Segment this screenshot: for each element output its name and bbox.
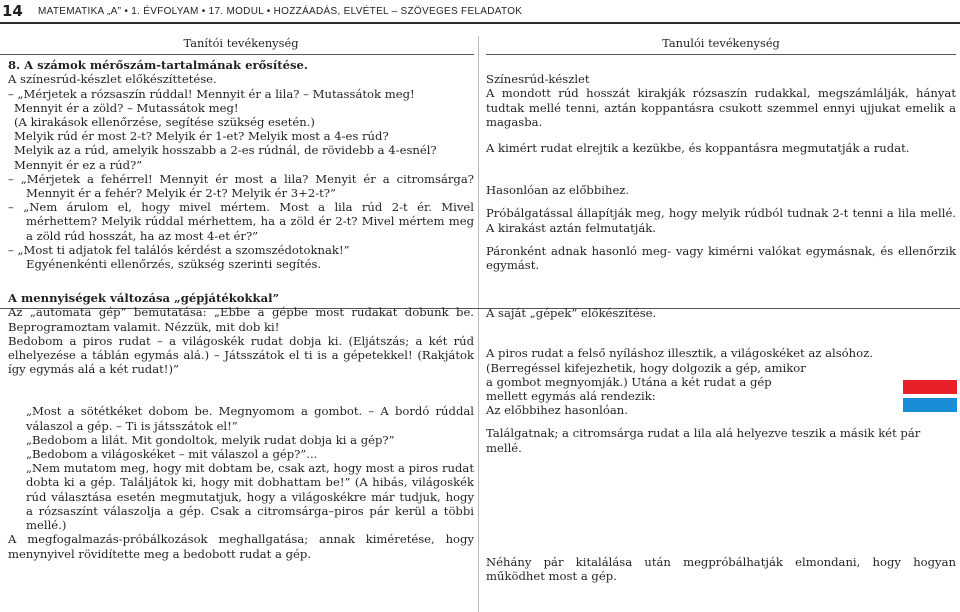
paragraph: – „Nem árulom el, hogy mivel mértem. Most a lila rúd 2-t ér. Mivel mérhettem? Melyik rúddal mérhettem, ha a zöld ér 2-t? Mivel mértem meg a zöld rúd hosszát, ha az most 4-et ér?” [8,200,474,243]
paragraph: Egyénenkénti ellenőrzés, szükség szerinti segítés. [26,257,322,272]
student-activity-heading: Tanulói tevékenység [486,36,956,55]
section-title: A mennyiségek változása „gépjátékokkal” [8,291,280,306]
paragraph: Mennyit ér ez a rúd?” [14,157,143,172]
paragraph: Próbálgatással állapítják meg, hogy melyik rúdból tudnak 2-t tenni a lila mellé. A kirakást aztán felmutatják. [486,206,956,235]
running-head-text: MATEMATIKA „A” • 1. ÉVFOLYAM • 17. MODUL • HOZZÁADÁS, ELVÉTEL – SZÖVEGES FELADATOK [38,5,523,17]
paragraph: Bedobom a piros rudat – a világoskék rudat dobja ki. (Eljátszás; a két rúd elhelyezése a táblán egymás alá.) – Játsszátok el ti is a gépetekkel! (Rakjátok így egymás alá a két rudat!)” [8,333,474,377]
paragraph: (A kirakások ellenőrzése, segítése szükség esetén.) [14,115,315,130]
paragraph: Melyik az a rúd, amelyik hosszabb a 2-es rúdnál, de rövidebb a 4-esnél? [14,143,437,158]
paragraph: Néhány pár kitalálása után megpróbálhatják elmondani, hogy hogyan működhet most a gép. [486,554,956,584]
paragraph: Találgatnak; a citromsárga rudat a lila alá helyezve teszik a másik két pár mellé. [486,426,921,455]
paragraph: Mennyit ér a zöld? – Mutassátok meg! [14,100,239,115]
column-divider [478,36,479,612]
paragraph: A saját „gépek” előkészítése. [486,306,657,321]
paragraph: A kimért rudat elrejtik a kezükbe, és koppantásra megmutatják a rudat. [486,141,910,156]
rod-pair-illustration [903,380,957,426]
paragraph: Az előbbihez hasonlóan. [486,403,628,418]
paragraph: „Most a sötétkéket dobom be. Megnyomom a gombot. – A bordó rúddal válaszol a gép. – Ti is játsszátok el!” [26,404,474,433]
teacher-activity-column [8,36,474,561]
paragraph: (Berregéssel kifejezhetik, hogy dolgozik a gép, amikor a gombot megnyomják.) Utána a két rudat a gép mellett egymás alá rendezik: [486,360,806,404]
paragraph: – „Mérjetek a fehérrel! Mennyit ér most a lila? Menyit ér a citromsárga? Mennyit ér a fehér? Melyik ér 2-t? Melyik ér 3+2-t?” [8,171,474,201]
red-rod [903,380,957,394]
paragraph: „Bedobom a lilát. Mit gondoltok, melyik rudat dobja ki a gép?” [26,432,395,447]
page-number: 14 [0,0,32,22]
paragraph: – „Most ti adjatok fel találós kérdést a szomszédotoknak!” [8,242,350,257]
paragraph: „Nem mutatom meg, hogy mit dobtam be, csak azt, hogy most a piros rudat dobta ki a gép. Találjátok ki, hogy mit dobhattam be!” (A hibás, világoskék rúd választása esetén megmutatjuk, hogy a világoskékre már tudjuk, hogy a rózsaszínt válaszolja a gép. Csak a citromsárga–piros pár kerül a többi mellé.) [26,461,474,533]
teacher-activity-heading: Tanítói tevékenység [0,36,474,55]
paragraph: – „Mérjetek a rózsaszín rúddal! Mennyit ér a lila? – Mutassátok meg! [8,86,415,101]
section-title: 8. A számok mérőszám-tartalmának erősítése. [8,58,308,73]
paragraph: Az „automata gép” bemutatása: „Ebbe a gépbe most rudakat dobunk be. Beprogramoztam valamit. Nézzük, mit dob ki! [8,305,474,334]
paragraph: A megfogalmazás-próbálkozások meghallgatása; annak kiméretése, hogy menynyivel rövidítette meg a bedobott rudat a gép. [8,532,474,561]
student-activity-column [486,36,956,583]
paragraph: A színesrúd-készlet előkészíttetése. [8,72,217,87]
paragraph: Melyik rúd ér most 2-t? Melyik ér 1-et? Melyik most a 4-es rúd? [14,129,389,144]
running-header [0,0,960,24]
paragraph: A piros rudat a felső nyíláshoz illesztik, a világoskéket az alsóhoz. [486,346,873,361]
paragraph: Színesrúd-készlet [486,72,590,87]
paragraph: Páronként adnak hasonló meg- vagy kimérni valókat egymásnak, és ellenőrzik egymást. [486,243,956,273]
paragraph: Hasonlóan az előbbihez. [486,183,630,198]
light-blue-rod [903,398,957,412]
paragraph: „Bedobom a világoskéket – mit válaszol a gép?”... [26,447,318,462]
paragraph: A mondott rúd hosszát kirakják rózsaszín rudakkal, megszámlálják, hányat tudtak mellé tenni, aztán koppantásra csukott szemmel ennyi ujjukat emelik a magasba. [486,86,956,129]
